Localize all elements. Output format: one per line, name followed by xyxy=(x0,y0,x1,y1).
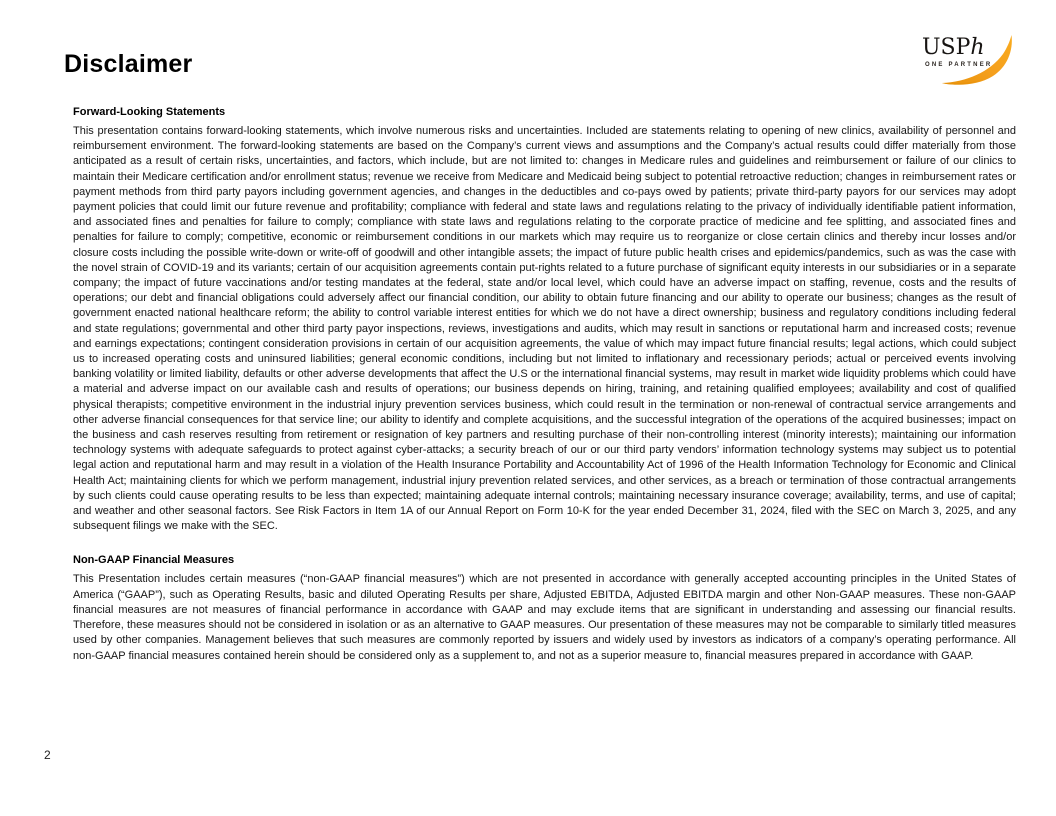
logo-tagline: ONE PARTNER xyxy=(925,62,993,68)
section-body-forward-looking: This presentation contains forward-looking statements, which involve numerous risks and uncertainties. Included are statements relating to opening of new clinics, availability of personnel and reimbursement environment. The forward-looking statements are based on the Company’s current views and assumptions and the Company’s actual results could differ materially from those anticipated as a result of certain risks, uncertainties, and factors, which include, but are not limited to: changes in Medicare rules and guidelines and reimbursement or failure of our clinics to maintain their Medicare certification and/or enrollment status; revenue we receive from Medicare and Medicaid being subject to potential retroactive reduction; changes in reimbursement rates or payment methods from third party payors including government agencies, and changes in the deductibles and co-pays owed by patients; private third-party payors for our services may adopt payment policies that could limit our future revenue and profitability; compliance with federal and state laws and regulations relating to the privacy of individually identifiable patient information, and associated fines and penalties for failure to comply; compliance with state laws and regulations relating to the corporate practice of medicine and fee splitting, and associated fines and penalties for failure to comply; competitive, economic or reimbursement conditions in our markets which may require us to reorganize or close certain clinics and thereby incur losses and/or closure costs including the possible write-down or write-off of goodwill and other intangible assets; the impact of future public health crises and epidemics/pandemics, such as was the case with the novel strain of COVID-19 and its variants; certain of our acquisition agreements contain put-rights related to a future purchase of significant equity interests in our subsidiaries or in a separate company; the impact of future vaccinations and/or testing mandates at the federal, state and/or local level, which could have an adverse impact on staffing, revenue, costs and the results of operations; our debt and financial obligations could adversely affect our financial condition, our ability to obtain future financing and our ability to operate our business; changes as the result of government enacted national healthcare reform; the ability to control variable interest entities for which we do not have a direct ownership; business and regulatory conditions including federal and state regulations; governmental and other third party payor inspections, reviews, investigations and audits, which may result in sanctions or reputational harm and increased costs; revenue and earnings expectations; contingent consideration provisions in certain of our acquisition agreements, the value of which may impact future financial results; legal actions, which could subject us to increased operating costs and uninsured liabilities; general economic conditions, including but not limited to inflationary and recessionary periods; actual or perceived events involving banking volatility or limited liability, defaults or other adverse developments that affect the U.S or the international financial systems, may result in market wide liquidity problems which could have a material and adverse impact on our available cash and results of operations; our business depends on hiring, training, and retaining qualified employees; availability and cost of qualified physical therapists; competitive environment in the industrial injury prevention services business, which could result in the termination or non-renewal of contractual service arrangements and other adverse financial consequences for that service line; our ability to identify and complete acquisitions, and the successful integration of the operations of the acquired businesses; impact on the business and cash reserves resulting from retirement or resignation of key partners and resulting purchase of their non-controlling interest (minority interests); maintaining our information technology systems with adequate safeguards to protect against cyber-attacks; a security breach of our or our third party vendors’ information technology systems may subject us to potential legal action and reputational harm and may result in a violation of the Health Insurance Portability and Accountability Act of 1996 of the Health Information Technology for Economic and Clinical Health Act; maintaining clients for which we perform management, industrial injury prevention related services, and other services, as a breach or termination of those contractual arrangements by such clients could cause operating results to be less than expected; maintaining adequate internal controls; maintaining necessary insurance coverage; availability, terms, and use of capital; and weather and other seasonal factors. See Risk Factors in Item 1A of our Annual Report on Form 10-K for the year ended December 31, 2024, filed with the SEC on March 3, 2025, and any subsequent filings we make with the SEC. xyxy=(73,125,1016,533)
section-heading-forward-looking: Forward-Looking Statements xyxy=(73,106,226,118)
logo-text-h: h xyxy=(970,35,985,60)
page-title: Disclaimer xyxy=(64,50,193,78)
logo-text-main: USP xyxy=(922,35,971,60)
section-non-gaap xyxy=(73,554,1016,663)
section-forward-looking xyxy=(73,106,1016,534)
logo-wordmark xyxy=(922,37,985,59)
page-number: 2 xyxy=(44,748,51,762)
section-heading-non-gaap: Non-GAAP Financial Measures xyxy=(73,554,235,567)
section-body-non-gaap: This Presentation includes certain measures (“non-GAAP financial measures”) which are not presented in accordance with generally accepted accounting principles in the United States of America (“GAAP”), such as Operating Results, basic and diluted Operating Results per share, Adjusted EBITDA, Adjusted EBITDA margin and other Non-GAAP measures. These non-GAAP financial measures are not measures of financial performance in accordance with GAAP and may exclude items that are significant in understanding and assessing our financial results. Therefore, these measures should not be considered in isolation or as an alternative to GAAP measures. Our presentation of these measures may not be comparable to similarly titled measures used by other companies. Management believes that such measures are commonly reported by issuers and widely used by investors as indicators of a company’s operating performance. All non-GAAP financial measures contained herein should be considered only as a supplement to, and not as a superior measure to, financial measures prepared in accordance with GAAP. xyxy=(73,573,1016,662)
disclaimer-content xyxy=(73,106,1016,664)
usph-logo xyxy=(914,33,1016,87)
